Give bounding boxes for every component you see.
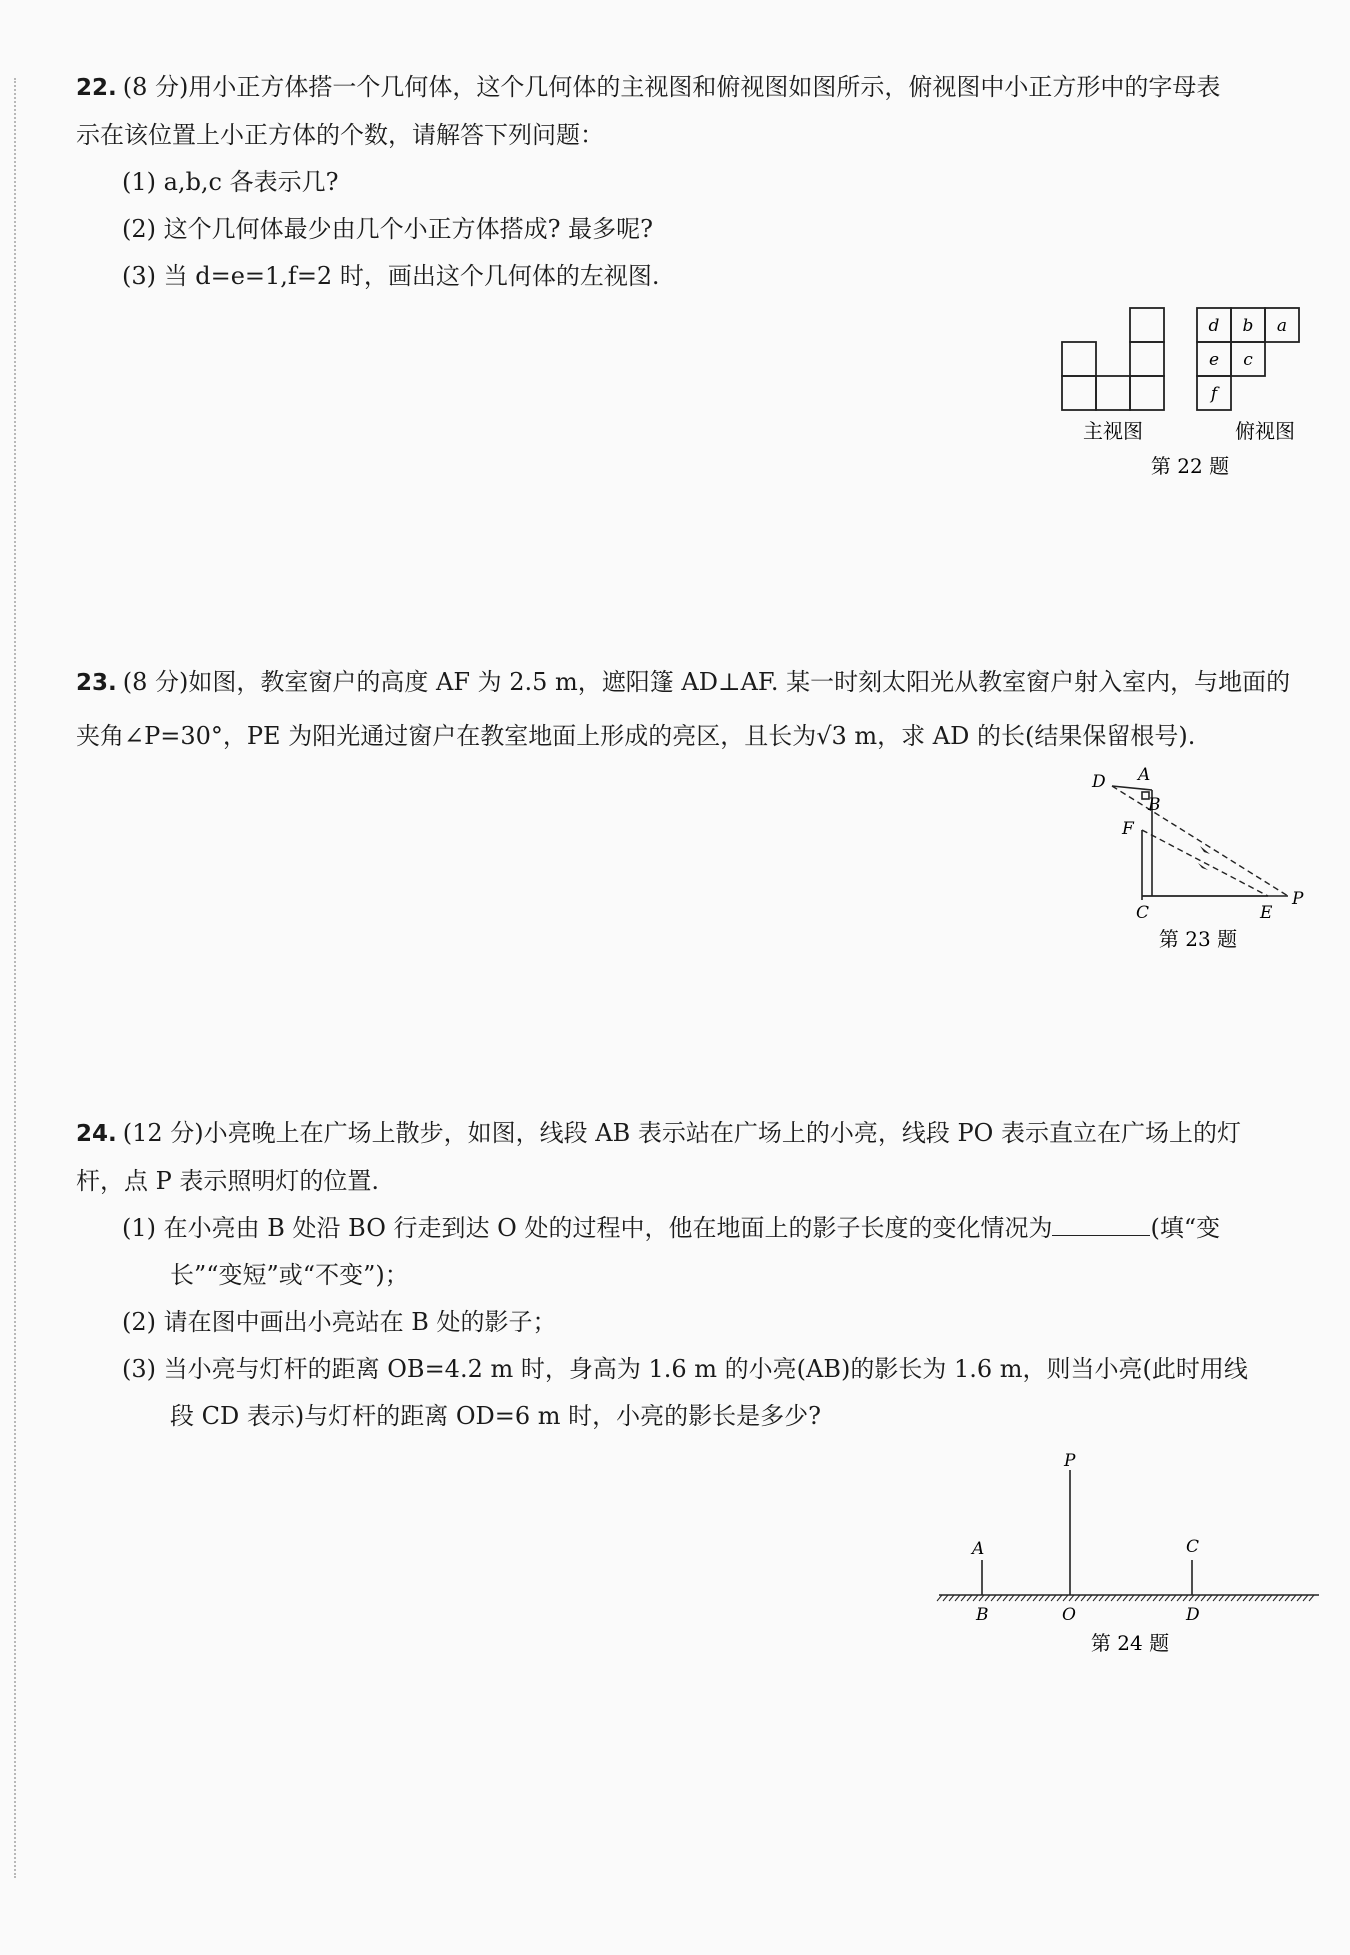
hatch-stroke bbox=[1099, 1595, 1104, 1601]
hatch-stroke bbox=[1111, 1595, 1116, 1601]
hatch-stroke bbox=[1039, 1595, 1044, 1601]
hatch-stroke bbox=[1051, 1595, 1056, 1601]
hatch-stroke bbox=[1117, 1595, 1122, 1601]
q24-figure-svg bbox=[934, 1450, 1324, 1670]
q23-figure-svg bbox=[1080, 760, 1330, 960]
hatch-stroke bbox=[973, 1595, 978, 1601]
hatch-stroke bbox=[1129, 1595, 1134, 1601]
hatch-stroke bbox=[1009, 1595, 1014, 1601]
hatch-stroke bbox=[1045, 1595, 1050, 1601]
hatch-stroke bbox=[943, 1595, 948, 1601]
q23-stem-line1: 23. (8 分)如图，教室窗户的高度 AF 为 2.5 m，遮阳篷 AD⊥AF. 某一时刻太阳光从教室窗户射入室内，与地面的 bbox=[76, 668, 1291, 696]
hatch-stroke bbox=[1021, 1595, 1026, 1601]
hatch-stroke bbox=[955, 1595, 960, 1601]
q24-stem-line1: 24. (12 分)小亮晚上在广场上散步，如图，线段 AB 表示站在广场上的小亮，线段 PO 表示直立在广场上的灯 bbox=[76, 1119, 1241, 1147]
hatch-stroke bbox=[1219, 1595, 1224, 1601]
hatch-stroke bbox=[961, 1595, 966, 1601]
hatch-stroke bbox=[1207, 1595, 1212, 1601]
sunray-FE bbox=[1142, 830, 1268, 896]
hatch-stroke bbox=[1135, 1595, 1140, 1601]
hatch-stroke bbox=[949, 1595, 954, 1601]
hatch-stroke bbox=[1309, 1595, 1314, 1601]
hatch-stroke bbox=[1093, 1595, 1098, 1601]
grid-letter-b: b bbox=[1242, 316, 1254, 336]
hatch-stroke bbox=[1141, 1595, 1146, 1601]
hatch-stroke bbox=[1177, 1595, 1182, 1601]
top-view-label: 俯视图 bbox=[1235, 419, 1295, 443]
hatch-stroke bbox=[997, 1595, 1002, 1601]
hatch-stroke bbox=[1171, 1595, 1176, 1601]
ray-arrow-1 bbox=[1200, 846, 1210, 854]
hatch-stroke bbox=[1243, 1595, 1248, 1601]
sunray-DP bbox=[1112, 786, 1288, 896]
q24-sub3: (3) 当小亮与灯杆的距离 OB=4.2 m 时，身高为 1.6 m 的小亮(AB)的影长为 1.6 m，则当小亮(此时用线 bbox=[122, 1355, 1248, 1383]
hatch-stroke bbox=[937, 1595, 942, 1601]
q23-stem-line2: 夹角∠P=30°，PE 为阳光通过窗户在教室地面上形成的亮区，且长为√3 m，求 AD 的长(结果保留根号). bbox=[76, 722, 1196, 750]
q24-sub1-cont: 长”“变短”或“不变”)； bbox=[170, 1261, 409, 1289]
answer-blank[interactable] bbox=[1052, 1213, 1150, 1236]
point-O: O bbox=[1062, 1605, 1076, 1625]
hatch-stroke bbox=[1147, 1595, 1152, 1601]
q24-sub1: (1) 在小亮由 B 处沿 BO 行走到达 O 处的过程中，他在地面上的影子长度的变化情况为 (填“变 bbox=[122, 1214, 1221, 1242]
hatch-stroke bbox=[1249, 1595, 1254, 1601]
q22-stem-line2: 示在该位置上小正方体的个数，请解答下列问题： bbox=[76, 121, 604, 149]
hatch-stroke bbox=[1081, 1595, 1086, 1601]
q22-number: 22. bbox=[76, 75, 117, 101]
q22-figure-svg bbox=[1050, 306, 1310, 486]
front-view-drawing bbox=[1062, 308, 1164, 410]
q24-sub3-cont: 段 CD 表示)与灯杆的距离 OD=6 m 时，小亮的影长是多少? bbox=[170, 1402, 822, 1430]
hatch-stroke bbox=[1075, 1595, 1080, 1601]
point-B: B bbox=[1148, 795, 1161, 815]
hatch-stroke bbox=[1231, 1595, 1236, 1601]
q22-sub2: (2) 这个几何体最少由几个小正方体搭成? 最多呢? bbox=[122, 215, 653, 243]
question-23 bbox=[76, 656, 1326, 763]
hatch-stroke bbox=[1267, 1595, 1272, 1601]
point-B: B bbox=[976, 1605, 989, 1625]
hatch-stroke bbox=[1027, 1595, 1032, 1601]
hatch-stroke bbox=[1303, 1595, 1308, 1601]
q24-sub2: (2) 请在图中画出小亮站在 B 处的影子； bbox=[122, 1308, 557, 1336]
grid-letter-e: e bbox=[1208, 350, 1220, 370]
point-C: C bbox=[1186, 1537, 1200, 1557]
ground-hatching bbox=[937, 1595, 1314, 1601]
hatch-stroke bbox=[1291, 1595, 1296, 1601]
question-24 bbox=[76, 1110, 1326, 1440]
q22-figure bbox=[1050, 306, 1310, 486]
q22-stem-line1: 22. (8 分)用小正方体搭一个几何体，这个几何体的主视图和俯视图如图所示，俯视图中小正方形中的字母表 bbox=[76, 73, 1221, 101]
hatch-stroke bbox=[991, 1595, 996, 1601]
point-D: D bbox=[1186, 1605, 1200, 1625]
hatch-stroke bbox=[1165, 1595, 1170, 1601]
point-C: C bbox=[1136, 903, 1150, 923]
hatch-stroke bbox=[1255, 1595, 1260, 1601]
point-P: P bbox=[1292, 889, 1304, 909]
hatch-stroke bbox=[1105, 1595, 1110, 1601]
hatch-stroke bbox=[967, 1595, 972, 1601]
awning-AD bbox=[1112, 786, 1152, 790]
point-P: P bbox=[1064, 1451, 1076, 1471]
hatch-stroke bbox=[1285, 1595, 1290, 1601]
grid-letter-a: a bbox=[1276, 316, 1288, 336]
q22-sub3: (3) 当 d=e=1,f=2 时，画出这个几何体的左视图. bbox=[122, 262, 660, 290]
hatch-stroke bbox=[1261, 1595, 1266, 1601]
q23-caption: 第 23 题 bbox=[1158, 927, 1238, 951]
q23-figure bbox=[1080, 760, 1330, 960]
q24-caption: 第 24 题 bbox=[1090, 1631, 1170, 1655]
hatch-stroke bbox=[1057, 1595, 1062, 1601]
hatch-stroke bbox=[1213, 1595, 1218, 1601]
hatch-stroke bbox=[1033, 1595, 1038, 1601]
hatch-stroke bbox=[1159, 1595, 1164, 1601]
hatch-stroke bbox=[1153, 1595, 1158, 1601]
point-E: E bbox=[1260, 903, 1273, 923]
hatch-stroke bbox=[1273, 1595, 1278, 1601]
hatch-stroke bbox=[1003, 1595, 1008, 1601]
hatch-stroke bbox=[1063, 1595, 1068, 1601]
hatch-stroke bbox=[985, 1595, 990, 1601]
hatch-stroke bbox=[1087, 1595, 1092, 1601]
q24-number: 24. bbox=[76, 1121, 117, 1147]
hatch-stroke bbox=[979, 1595, 984, 1601]
hatch-stroke bbox=[1123, 1595, 1128, 1601]
hatch-stroke bbox=[1297, 1595, 1302, 1601]
hatch-stroke bbox=[1225, 1595, 1230, 1601]
hatch-stroke bbox=[1183, 1595, 1188, 1601]
q23-number: 23. bbox=[76, 670, 117, 696]
q24-figure bbox=[934, 1450, 1324, 1670]
point-A: A bbox=[1138, 765, 1151, 785]
hatch-stroke bbox=[1015, 1595, 1020, 1601]
hatch-stroke bbox=[1189, 1595, 1194, 1601]
q24-stem-line2: 杆，点 P 表示照明灯的位置. bbox=[76, 1167, 380, 1195]
grid-letter-c: c bbox=[1243, 350, 1253, 370]
question-22 bbox=[76, 64, 1326, 300]
front-view-label: 主视图 bbox=[1083, 419, 1143, 443]
grid-letter-f: f bbox=[1210, 384, 1218, 404]
point-F: F bbox=[1122, 819, 1134, 839]
binding-margin-line bbox=[14, 78, 16, 1878]
hatch-stroke bbox=[1237, 1595, 1242, 1601]
grid-letter-d: d bbox=[1208, 316, 1220, 336]
point-D: D bbox=[1092, 772, 1106, 792]
point-A: A bbox=[972, 1539, 985, 1559]
hatch-stroke bbox=[1195, 1595, 1200, 1601]
hatch-stroke bbox=[1201, 1595, 1206, 1601]
hatch-stroke bbox=[1279, 1595, 1284, 1601]
q22-caption: 第 22 题 bbox=[1150, 454, 1230, 478]
hatch-stroke bbox=[1069, 1595, 1074, 1601]
q22-sub1: (1) a,b,c 各表示几? bbox=[122, 168, 339, 196]
